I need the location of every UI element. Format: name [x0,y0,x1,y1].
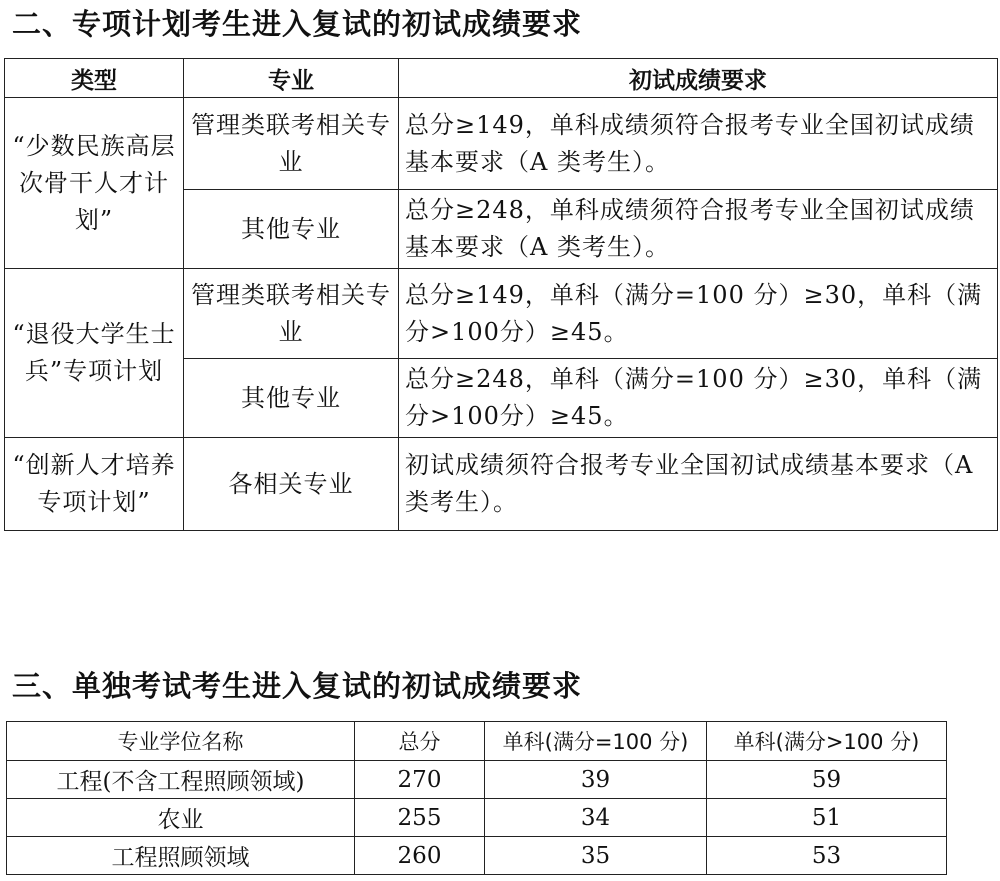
table-row [5,438,998,531]
major-cell: 其他专业 [184,359,399,438]
section3-heading: 三、单独考试考生进入复试的初试成绩要求 [12,669,583,703]
requirement-cell: 总分≥248，单科成绩须符合报考专业全国初试成绩基本要求（A 类考生）。 [399,190,998,269]
separate-exam-requirements-table [6,721,947,875]
major-cell: 各相关专业 [184,438,399,531]
total-score-cell: 255 [355,799,485,837]
requirement-cell: 总分≥248，单科（满分=100 分）≥30，单科（满分>100分）≥45。 [399,359,998,438]
column-header-requirement: 初试成绩要求 [399,59,998,98]
table-row [7,761,947,799]
major-cell: 管理类联考相关专业 [184,269,399,359]
column-header-type: 类型 [5,59,184,98]
table-row [5,98,998,190]
table-header-row [5,59,998,98]
plan-type-cell: “退役大学生士兵”专项计划 [5,269,184,438]
single-100-cell: 35 [485,837,707,875]
column-header-single-100: 单科(满分=100 分) [485,722,707,761]
total-score-cell: 260 [355,837,485,875]
plan-type-cell: “创新人才培养专项计划” [5,438,184,531]
table-row [7,799,947,837]
requirement-cell: 总分≥149，单科（满分=100 分）≥30，单科（满分>100分）≥45。 [399,269,998,359]
special-plan-requirements-table [4,58,998,531]
column-header-single-over-100: 单科(满分>100 分) [707,722,947,761]
degree-name-cell: 农业 [7,799,355,837]
table-header-row [7,722,947,761]
single-over-100-cell: 59 [707,761,947,799]
single-over-100-cell: 51 [707,799,947,837]
column-header-total: 总分 [355,722,485,761]
degree-name-cell: 工程(不含工程照顾领域) [7,761,355,799]
degree-name-cell: 工程照顾领域 [7,837,355,875]
plan-type-cell: “少数民族高层次骨干人才计划” [5,98,184,269]
column-header-degree-name: 专业学位名称 [7,722,355,761]
single-100-cell: 34 [485,799,707,837]
single-over-100-cell: 53 [707,837,947,875]
requirement-cell: 初试成绩须符合报考专业全国初试成绩基本要求（A 类考生）。 [399,438,998,531]
major-cell: 其他专业 [184,190,399,269]
single-100-cell: 39 [485,761,707,799]
table-row [7,837,947,875]
requirement-cell: 总分≥149，单科成绩须符合报考专业全国初试成绩基本要求（A 类考生）。 [399,98,998,190]
total-score-cell: 270 [355,761,485,799]
column-header-major: 专业 [184,59,399,98]
section2-heading: 二、专项计划考生进入复试的初试成绩要求 [12,7,583,41]
table-row [5,269,998,359]
major-cell: 管理类联考相关专业 [184,98,399,190]
